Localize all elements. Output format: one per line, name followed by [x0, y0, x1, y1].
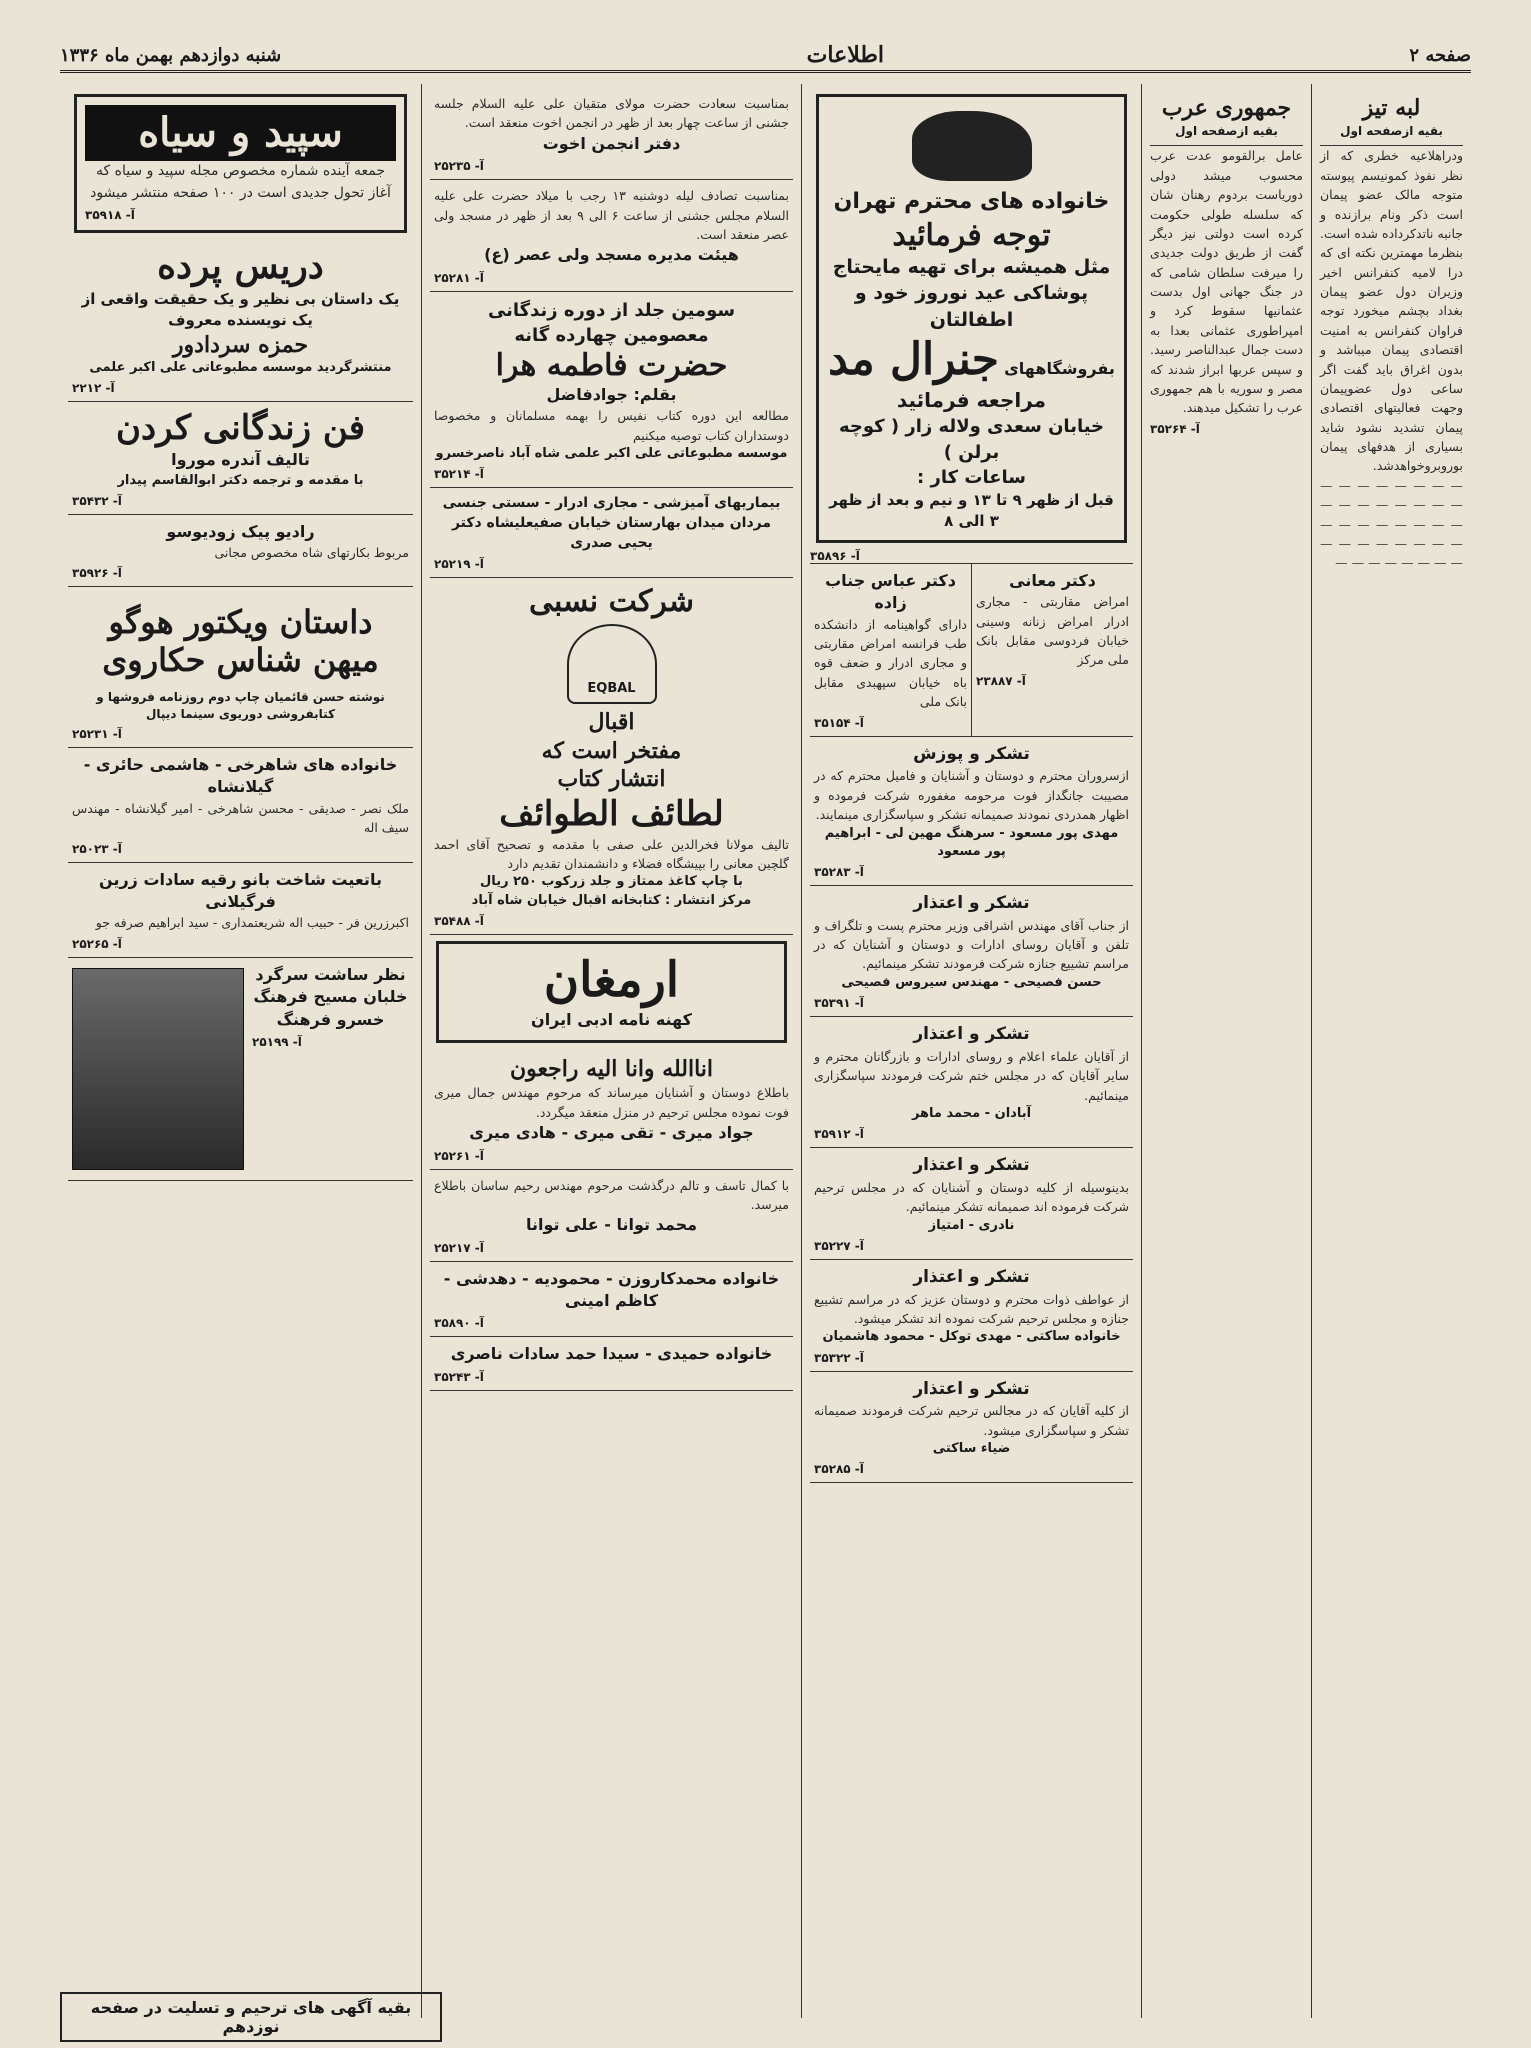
clinic-text: بیماریهای آمیزشی - مجاری ادرار - سستی جنسی مردان میدان بهارستان خیابان صفیعلیشاه دکتر یحیی صدری [442, 495, 781, 551]
column-ads-general [801, 84, 1141, 2018]
book-line2: معصومین چهارده گانه [514, 324, 709, 346]
radio-ref: آ- ۳۵۹۲۶ [72, 566, 122, 581]
footer-note: بقیه آگهی های ترحیم و تسلیت در صفحه نوزدهم [60, 1992, 442, 2042]
masthead [60, 40, 1471, 73]
banner-ref: آ- ۲۵۲۳۱ [72, 727, 122, 742]
drus-title: دریس پرده [157, 245, 324, 288]
lmid-notice2-text: با کمال تاسف و تالم درگذشت مرحوم مهندس رحیم ساسان باطلاع میرسد. [434, 1177, 789, 1212]
editorial-text: ودراهلاعیه خطری که از نظر نفوذ کمونیسم پیوسته متوجه مالک عضو پیمان است ذکر ونام برازنده و جانبه ناتدکرداده شده است. بنظرما مهمترین نکته ای که درا لامیه کنفرانس اخیر وزیران دول عضو پیمان بغداد بچشم میخورد توجه فراوان کنفرانس به امنیت اقتصادی پیمان میباشد و بدون اغراق باید گفت اگر ساعی دول عضوپیمان وجهت فعالیتهای اقتصادی پیمان تشدید نشود شاید بسیاری از هدفهای پیمان بوروبروخواهدشد. [1320, 148, 1463, 474]
eqbal-book: لطائف الطوائف [499, 793, 724, 834]
thanks-title: تشکر و اعتذار [913, 1378, 1030, 1399]
family1-text: ملک نصر - صدیقی - محسن شاهرخی - امیر گیلانشاه - مهندس سیف اله [72, 800, 409, 836]
ad-line2: توجه فرمائید [892, 217, 1051, 253]
thanks-ref: آ- ۳۵۳۲۲ [814, 1350, 864, 1365]
thanks-list [810, 737, 1133, 1484]
sepid-siah-ad [74, 94, 407, 233]
thanks-text: از آقایان علماء اعلام و روسای ادارات و بازرگانان محترم و سایر آقایان که در مجلس ختم شرکت فرمودند سپاسگزاری مینمائیم. [814, 1048, 1129, 1103]
doctor2-ref: آ- ۳۵۱۵۴ [814, 715, 864, 730]
thanks-text: ازسروران محترم و دوستان و آشنایان و فامیل محترم که در مصیبت جانگداز فوت مرحومه مغفوره شرکت فرموده و اظهار همدردی نمودند صمیمانه تشکر و سپاسگزاری مینمایند. [814, 768, 1129, 823]
thanks-notice [810, 1148, 1133, 1260]
eqbal-logo-icon: EQBAL [567, 624, 657, 704]
thanks-sign: ضیاء ساکتی [932, 1441, 1011, 1457]
arab-text: عامل برالقومو عدت عرب محسوب میشد دولی دوریاست بردوم رهنان شان که سلسله طولی حکومت کرده است دولتی نیز دیگر گفت از طریق دولت جدیدی را میرفت سلطان شامی که در جنگ جهانی اول بدست عثمانیها سقوط کرد و امپراطوری عثمانی بعدا به دست جمال عبدالناصر رسید. و سپس عربها ابراز شدند که مصر و سوریه با هم جمهوری عرب را تشکیل میدهند. [1150, 148, 1303, 416]
family2-text: اکبرزرین فر - حبیب اله شریعتمداری - سید ابراهیم صرفه جو [95, 915, 409, 931]
ad-ref: آ- ۳۵۸۹۶ [810, 548, 860, 563]
editorial-subtitle: بقیه ازصفحه اول [1340, 123, 1443, 138]
radio-text: مربوط بکارتهای شاه مخصوص مجانی [214, 545, 409, 561]
editorial-continued: — — — — — — — — — — — — — — — — — — — — — — — — — — — — — — — — — — — — — — — — [1320, 477, 1463, 571]
notice1-sign: دفتر انجمن اخوت [542, 133, 681, 153]
drus-line1: یک داستان بی نظیر و یک حقیقت واقعی از یک نویسنده معروف [81, 289, 400, 329]
book-line1: سومین جلد از دوره زندگانی [487, 299, 736, 321]
thanks-ref: آ- ۳۵۲۸۳ [814, 864, 864, 879]
lmid-notice2-ref: آ- ۲۵۲۱۷ [434, 1240, 484, 1255]
armaghan-sub: کهنه نامه ادبی ایران [531, 1010, 692, 1030]
radio-title: رادیو پیک زودیوسو [166, 521, 315, 541]
thanks-text: از کلیه آقایان که در مجالس ترحیم شرکت فرمودند صمیمانه تشکر و سپاسگزاری میشود. [814, 1403, 1129, 1438]
eqbal-line1: مفتخر است که [541, 737, 682, 764]
notice2-sign: هیئت مدیره مسجد ولی عصر (ع) [484, 245, 739, 265]
banner-sub: نوشته حسن قائمیان چاپ دوم روزنامه فروشها و کتابفروشی دوریوی سینما دیپال [96, 690, 385, 722]
thanks-text: از عواطف ذوات محترم و دوستان عزیز که در مراسم تشییع جنازه و مجلس ترحیم شرکت نموده اند تشکر میشود. [814, 1291, 1129, 1327]
book-text: مطالعه این دوره کتاب نفیس را بهمه مسلمانان و مخصوصا دوستداران کتاب توصیه میکنیم [434, 408, 789, 443]
fan-author: تالیف آندره موروا [171, 450, 310, 470]
doctor2-text: دارای گواهینامه از دانشکده طب فرانسه امراض مقاربتی و مجاری ادرار و ضعف قوه باه خیابان سپهبدی مقابل بانک ملی [814, 616, 967, 710]
lmid-notice1-title: اناالله وانا الیه راجعون [509, 1055, 714, 1082]
sepid-ref: آ- ۳۵۹۱۸ [85, 208, 135, 223]
columns [60, 84, 1471, 2018]
column-notices [421, 84, 801, 2018]
doctor1-text: امراض مقاربتی - مجاری ادرار امراض زنانه وسینی خیابان فردوسی مقابل بانک ملی مرکز [976, 594, 1129, 668]
doctor1-name: دکتر معانی [1009, 570, 1096, 590]
arab-title: جمهوری عرب [1161, 95, 1292, 121]
editorial-title: لبه تیز [1362, 95, 1421, 121]
eqbal-line2: انتشار کتاب [557, 766, 666, 793]
column-left-ads [60, 84, 421, 2018]
thanks-ref: آ- ۳۵۲۸۵ [814, 1462, 864, 1477]
doctor-ads [810, 563, 1133, 737]
thanks-ref: آ- ۳۵۳۹۱ [814, 996, 864, 1010]
lmid-notice1-sign: جواد میری - تقی میری - هادی میری [469, 1123, 754, 1143]
book-ref: آ- ۳۵۲۱۴ [434, 467, 484, 482]
thanks-sign: آبادان - محمد ماهر [911, 1105, 1032, 1121]
ad-line6: مراجعه فرمائید [896, 388, 1047, 413]
notice2-ref: آ- ۲۵۲۸۱ [434, 270, 484, 285]
lmid-notice1-text: باطلاع دوستان و آشنایان میرساند که مرحوم مهندس جمال میری فوت نموده مجلس ترحیم در منزل منعقد میگردد. [434, 1085, 789, 1120]
book-author: بقلم: جوادفاضل [546, 385, 677, 405]
lmid-notice2-sign: محمد توانا - علی توانا [525, 1215, 698, 1235]
eqbal-title: شرکت نسبی [528, 584, 695, 620]
sepid-text: جمعه آینده شماره مخصوص مجله سپید و سیاه که آغاز تحول جدیدی است در ۱۰۰ صفحه منتشر میشود [90, 163, 391, 201]
memorial-ref: آ- ۲۵۱۹۹ [252, 1034, 302, 1049]
fan-title: فن زندگانی کردن [116, 408, 365, 449]
lmid-notice3-ref: آ- ۳۵۸۹۰ [434, 1316, 484, 1331]
lmid-notice4-ref: آ- ۳۵۲۴۳ [434, 1369, 484, 1384]
thanks-notice [810, 886, 1133, 1017]
eqbal-name: اقبال [588, 709, 635, 736]
drus-author: حمزه سردادور [172, 331, 309, 358]
thanks-notice [810, 1372, 1133, 1484]
thanks-text: از جناب آقای مهندس اشراقی وزیر محترم پست و تلگراف و تلفن و آقایان روسای ادارات و دوستان و آشنایان که در مراسم تشییع جنازه شرکت فرمودند تشکر مینمائیم. [814, 917, 1129, 972]
general-mod-ad [816, 94, 1127, 543]
lmid-notice4-text: خانواده حمیدی - سیدا حمد سادات ناصری [450, 1344, 773, 1364]
ad-line3: مثل همیشه برای تهیه مایحتاج [832, 255, 1111, 278]
banner-text: داستان ویکتور هوگو میهن شناس حکاروی [102, 603, 379, 680]
column-editorial [1311, 84, 1471, 2018]
drus-ref: آ- ۲۲۱۲ [72, 381, 115, 396]
lmid-notice1-ref: آ- ۲۵۲۶۱ [434, 1148, 484, 1163]
issue-date: شنبه دوازدهم بهمن ماه ۱۳۳۶ [60, 44, 282, 66]
clinic-ref: آ- ۲۵۲۱۹ [434, 557, 484, 572]
thanks-ref: آ- ۳۵۹۱۲ [814, 1127, 864, 1142]
thanks-sign: مهدی پور مسعود - سرهنگ مهین لی - ابراهیم پور مسعود [824, 825, 1119, 859]
fan-ref: آ- ۳۵۴۳۲ [72, 493, 122, 508]
family2-ref: آ- ۲۵۲۶۵ [72, 936, 122, 951]
memorial-title: نظر ساشت سرگرد خلبان مسیح فرهنگ [253, 964, 408, 1007]
ad-line1: خانواده های محترم تهران [833, 189, 1110, 214]
sepid-logo: سپید و سیاه [85, 105, 396, 161]
thanks-sign: حسن فصیحی - مهندس سیروس فصیحی [841, 974, 1102, 990]
lion-emblem-icon [912, 111, 1032, 181]
thanks-title: تشکر و اعتذار [913, 892, 1030, 913]
ad-line4: پوشاکی عید نوروز خود و اطفالتان [854, 282, 1089, 331]
family1-title: خانواده های شاهرخی - هاشمی حائری - گیلانشاه [83, 755, 398, 797]
eqbal-center: مرکز انتشار : کتابخانه اقبال خیابان شاه آباد [471, 892, 752, 908]
arab-subtitle: بقیه ازصفحه اول [1175, 123, 1278, 138]
drus-pub: منتشرگردید موسسه مطبوعاتی علی اکبر علمی [89, 360, 392, 376]
ad-line8: ساعات کار : [917, 466, 1026, 488]
arab-ref: آ- ۳۵۲۶۴ [1150, 421, 1200, 436]
eqbal-ref: آ- ۳۵۴۸۸ [434, 913, 484, 928]
thanks-title: تشکر و پوزش [913, 743, 1030, 764]
armaghan-ad [436, 941, 787, 1043]
thanks-sign: نادری - امتیاز [928, 1217, 1015, 1233]
column-arab-republic [1141, 84, 1311, 2018]
armaghan-title: ارمغان [543, 951, 680, 1008]
memorial-sign: خسرو فرهنگ [276, 1009, 385, 1029]
notice1-text: بمناسبت سعادت حضرت مولای متقیان علی علیه السلام جلسه جشنی از ساعت چهار بعد از ظهر در انجمن اخوت منعقد است. [434, 96, 789, 131]
book-title: حضرت فاطمه هرا [495, 348, 728, 384]
thanks-sign: خانواده ساکتی - مهدی توکل - محمود هاشمیان [822, 1329, 1121, 1345]
book-pub: موسسه مطبوعاتی علی اکبر علمی شاه آباد ناصرخسرو [435, 446, 788, 462]
hugo-banner [68, 587, 413, 748]
newspaper-name: اطلاعات [806, 42, 884, 68]
ad-brand: جنرال مد [828, 333, 1000, 385]
thanks-text: بدینوسیله از کلیه دوستان و آشنایان که در مجلس ترحیم شرکت فرموده اند صمیمانه تشکر مینمائیم. [814, 1179, 1129, 1215]
ad-line5: بفروشگاههای [1004, 358, 1115, 378]
page-number: صفحه ۲ [1409, 44, 1471, 66]
doctor2-name: دکتر عباس جناب زاده [825, 570, 956, 613]
notice1-ref: آ- ۲۵۲۳۵ [434, 159, 484, 174]
family1-ref: آ- ۲۵۰۲۳ [72, 841, 122, 856]
doctor1-ref: آ- ۲۳۸۸۷ [976, 673, 1026, 688]
memorial-photo [72, 968, 244, 1170]
thanks-notice [810, 1017, 1133, 1148]
thanks-title: تشکر و اعتذار [913, 1024, 1030, 1044]
eqbal-text: تالیف مولانا فخرالدین علی صفی با مقدمه و تصحیح آقای احمد گلچین معانی را بپیشگاه فضلاء و دانشمندان تقدیم دارد [434, 836, 789, 872]
ad-line9: قبل از ظهر ۹ تا ۱۳ و نیم و بعد از ظهر ۳ الی ۸ [829, 490, 1114, 530]
lmid-notice3-text: خانواده محمدکاروزن - محمودیه - دهدشی - کاظم امینی [443, 1268, 780, 1311]
eqbal-price: با چاپ کاغذ ممتاز و جلد زرکوب ۲۵۰ ریال [480, 874, 743, 890]
thanks-title: تشکر و اعتذار [913, 1266, 1030, 1287]
ad-line7: خیابان سعدی ولاله زار ( کوچه برلن ) [838, 416, 1105, 463]
thanks-notice [810, 1260, 1133, 1372]
thanks-title: تشکر و اعتذار [913, 1155, 1030, 1176]
thanks-notice [810, 737, 1133, 886]
family2-title: باتعیت شاخت بانو رقیه سادات زرین فرگیلانی [99, 869, 382, 911]
fan-text: با مقدمه و ترجمه دکتر ابوالقاسم پیدار [117, 472, 364, 488]
notice2-text: بمناسبت تصادف لیله دوشنبه ۱۳ رجب با میلاد حضرت علی علیه السلام مجلس جشنی از ساعت ۶ الی ۹ بعد از ظهر در مسجد ولی عصر منعقد است. [434, 188, 789, 242]
thanks-ref: آ- ۳۵۲۲۷ [814, 1238, 864, 1253]
